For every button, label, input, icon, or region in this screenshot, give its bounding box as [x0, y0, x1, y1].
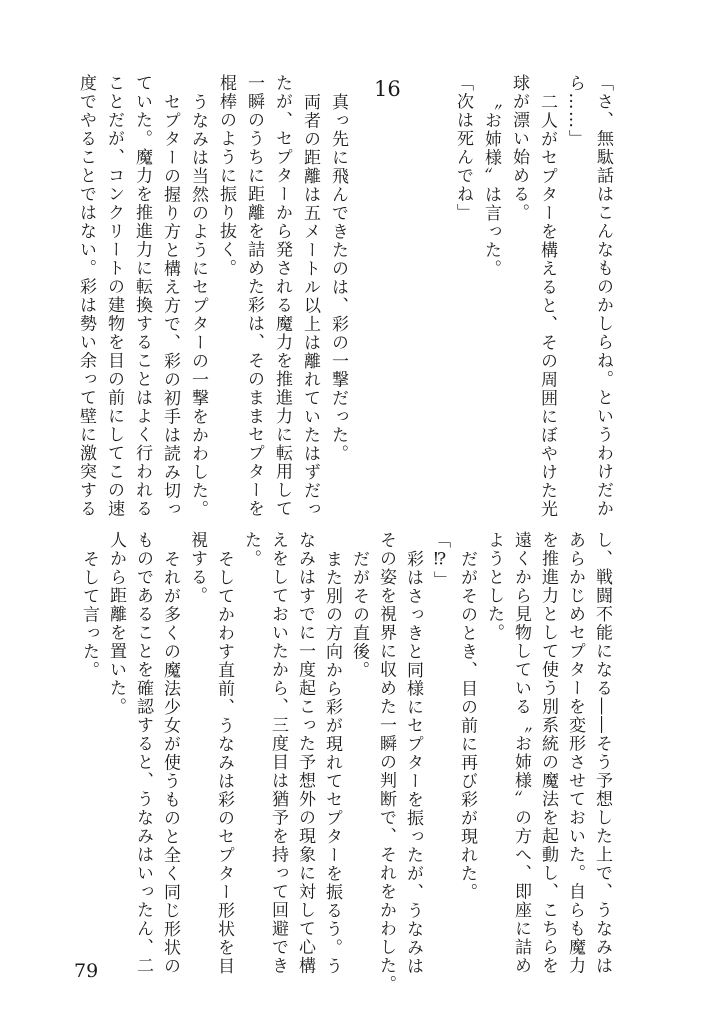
- text-line: 両者の距離は五メートル以上は離れていたはずだっ: [300, 93, 320, 519]
- section-number: 16: [374, 77, 401, 101]
- text-line: それが多くの魔法少女が使うものと全く同じ形状の: [160, 550, 180, 976]
- text-line: うなみは当然のようにセプターの一撃をかわした。: [188, 93, 208, 519]
- text-line: 「さ、無駄話はこんなものかしらね。というわけだか: [593, 74, 613, 518]
- text-band-top-right: [449, 74, 617, 526]
- page-number: 79: [74, 960, 99, 982]
- text-line: ようとした。: [484, 531, 504, 642]
- text-line: 球が漂い始める。: [509, 74, 529, 222]
- text-band-bottom: [75, 531, 615, 1001]
- text-line: ことだが、コンクリートの建物を目の前にしてこの速: [104, 74, 124, 518]
- text-line: し、戦闘不能になる――そう予想した上で、うなみは: [592, 531, 612, 975]
- text-line: ものであることを確認すると、うなみはいったん、二: [133, 531, 153, 975]
- text-line: そして言った。: [79, 550, 99, 680]
- text-line: 遠くから見物している〝お姉様〟の方へ、即座に詰め: [511, 531, 531, 975]
- text-line: を推進力として使う別系統の魔法を起動し、こちらを: [538, 531, 558, 975]
- text-line: ていた。魔力を推進力に転換することはよく行われる: [132, 74, 152, 518]
- text-line: また別の方向から彩が現れてセプターを振るう。う: [322, 550, 342, 976]
- text-line: だがそのとき、目の前に再び彩が現れた。: [457, 550, 477, 902]
- text-line: ら……」: [565, 74, 585, 148]
- text-line: そしてかわす直前、うなみは彩のセプター形状を目: [214, 550, 234, 976]
- text-line: 「次は死んでね」: [453, 74, 473, 222]
- text-band-top-left: [72, 74, 352, 526]
- text-line: 彩はさっきと同様にセプターを振ったが、うなみは: [403, 550, 423, 976]
- text-line: 一瞬のうちに距離を詰めた彩は、そのままセプターを: [244, 74, 264, 518]
- text-line: えをしておいたから、三度目は猶予を持って回避でき: [268, 531, 288, 975]
- text-line: 人から距離を置いた。: [106, 531, 126, 716]
- text-line: その姿を視界に収めた一瞬の判断で、それをかわした。: [376, 531, 396, 994]
- text-line: なみはすでに一度起こった予想外の現象に対して心構: [295, 531, 315, 975]
- text-line: セプターの握り方と構え方で、彩の初手は読み切っ: [160, 93, 180, 519]
- text-line: 視する。: [187, 531, 207, 605]
- text-line: た。: [241, 531, 261, 568]
- text-line: 度でやることではない。彩は勢い余って壁に激突する: [76, 74, 96, 518]
- text-line: 二人がセプターを構えると、その周囲にぼやけた光: [537, 93, 557, 519]
- text-line: 「⁉」: [430, 531, 450, 590]
- text-line: だがその直後。: [349, 550, 369, 680]
- text-line: 真っ先に飛んできたのは、彩の一撃だった。: [328, 93, 348, 463]
- text-line: たが、セプターから発される魔力を推進力に転用して: [272, 74, 292, 518]
- text-line: 〝お姉様〟は言った。: [481, 93, 501, 278]
- text-line: あらかじめセプターを変形させておいた。自らも魔力: [565, 531, 585, 975]
- text-line: 棍棒のように振り抜く。: [216, 74, 236, 278]
